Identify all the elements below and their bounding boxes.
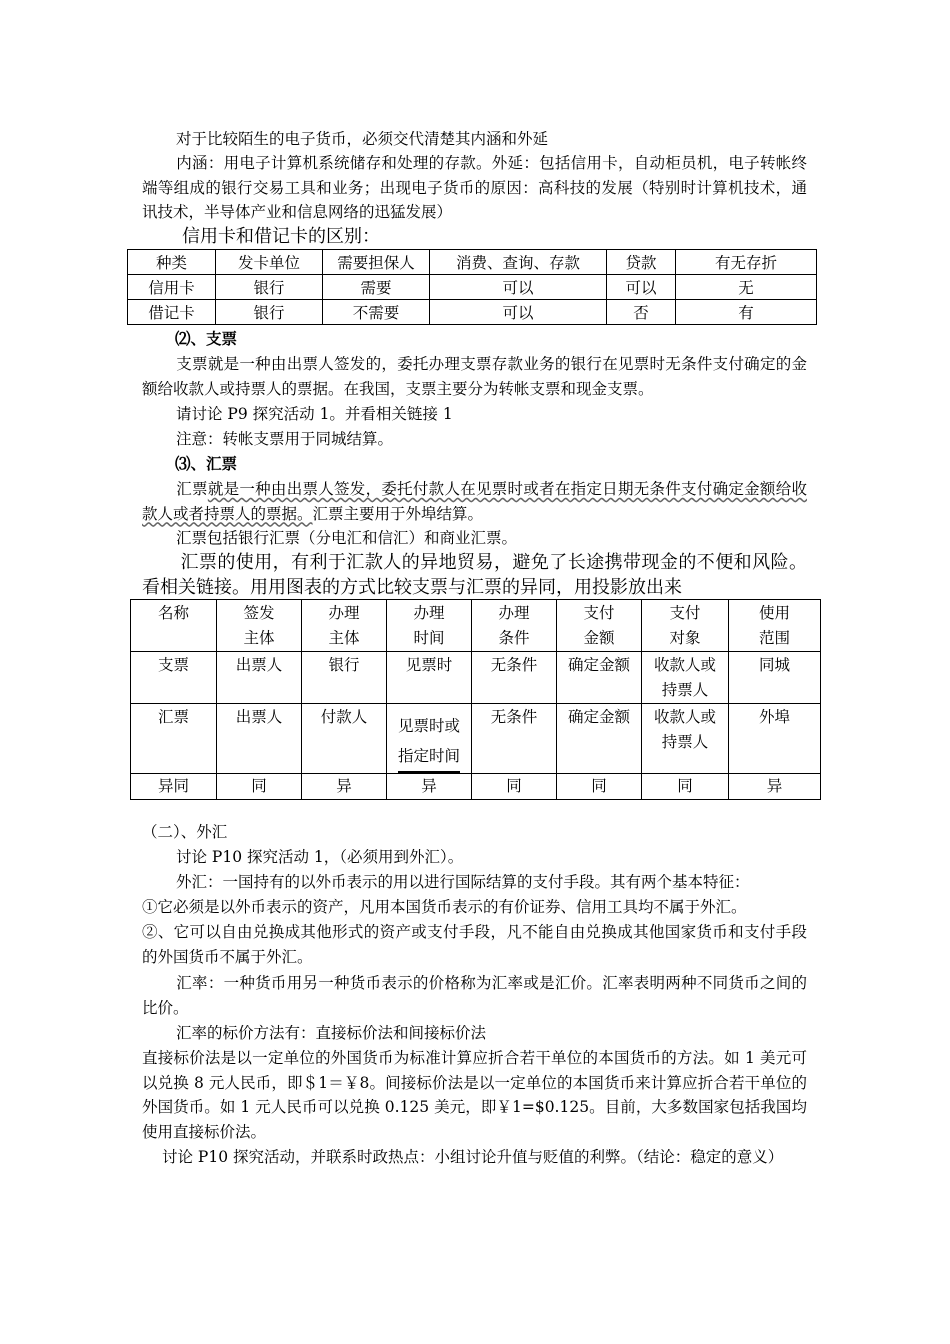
table-cell: 有 [676,300,817,325]
para-forex-feature-1: ①它必须是以外币表示的资产，凡用本国货币表示的有价证券、信用工具均不属于外汇。 [142,898,747,916]
table-cell: 办理 时间 [387,600,472,652]
table-cell: 有无存折 [676,250,817,275]
para-discussion-p9: 请讨论 P9 探究活动 1。并看相关链接 1 [176,405,453,423]
table-cell: 否 [607,300,676,325]
table-cell: 需要担保人 [323,250,430,275]
table-cell: 支付 金额 [557,600,642,652]
table-cell: 名称 [131,600,217,652]
table-cell: 使用 范围 [729,600,821,652]
table-cell: 见票时或 指定时间 [387,704,472,774]
table-cell: 发卡单位 [216,250,323,275]
table-row [131,704,821,774]
card-comparison-table [127,249,817,325]
check-vs-draft-table [130,599,821,800]
table-cell: 异同 [131,774,217,800]
table-cell: 不需要 [323,300,430,325]
table-cell: 银行 [302,652,387,704]
para-e-money-definition: 内涵：用电子计算机系统储存和处理的存款。外延：包括信用卡，自动柜员机，电子转帐终端等组成的银行交易工具和业务；出现电子货币的原因：高科技的发展（特别时计算机技术，通讯技术，半导体产业和信息网络的迅猛发展） [142,154,807,221]
table-cell: 银行 [216,275,323,300]
table-cell: 同 [217,774,302,800]
check-heading: ⑵、支票 [175,329,238,348]
table-cell: 办理 主体 [302,600,387,652]
table-cell: 消费、查询、存款 [430,250,607,275]
table-cell: 异 [387,774,472,800]
table-cell: 同 [642,774,729,800]
table-cell: 确定金额 [557,652,642,704]
table-row [131,652,821,704]
table-cell: 汇票 [131,704,217,774]
table-cell: 付款人 [302,704,387,774]
table-cell: 借记卡 [128,300,216,325]
table-cell: 同 [557,774,642,800]
table-row [128,300,817,325]
table-cell: 需要 [323,275,430,300]
table-cell: 无 [676,275,817,300]
table-cell: 出票人 [217,704,302,774]
para-exchange-rate-definition: 汇率：一种货币用另一种货币表示的价格称为汇率或是汇价。汇率表明两种不同货币之间的比价。 [142,974,807,1017]
card-table-heading: 信用卡和借记卡的区别： [182,226,380,247]
table-cell: 办理 条件 [472,600,557,652]
table-row [131,774,821,800]
para-discussion-appreciation: 讨论 P10 探究活动，并联系时政热点：小组讨论升值与贬值的利弊。（结论：稳定的意义） [162,1148,784,1166]
table-cell: 异 [302,774,387,800]
table-cell: 可以 [430,275,607,300]
draft-heading: ⑶、汇票 [175,454,238,473]
para-draft-types: 汇票包括银行汇票（分电汇和信汇）和商业汇票。 [176,529,518,547]
para-discussion-p10: 讨论 P10 探究活动 1，（必须用到外汇）。 [176,848,464,866]
para-forex-feature-2: ②、它可以自由兑换成其他形式的资产或支付手段，凡不能自由兑换成其他国家货币和支付手段的外国货币不属于外汇。 [142,923,807,966]
table-cell: 收款人或 持票人 [642,652,729,704]
forex-heading: （二）、外汇 [142,823,228,841]
table-cell: 外埠 [729,704,821,774]
table-cell: 异 [729,774,821,800]
table-cell: 同城 [729,652,821,704]
para-draft-usage: 汇票的使用，有利于汇款人的异地贸易，避免了长途携带现金的不便和风险。看相关链接。用用图表的方式比较支票与汇票的异同，用投影放出来 [142,552,807,598]
table-cell: 收款人或 持票人 [642,704,729,774]
table-header-row [128,250,817,275]
table-row [128,275,817,300]
para-direct-quotation: 直接标价法是以一定单位的外国货币为标准计算应折合若干单位的本国货币的方法。如 1 美元可以兑换 8 元人民币，即＄1＝￥8。间接标价法是以一定单位的本国货币来计算应折合若干单位的外国货币。如 1 元人民币可以兑换 0.125 美元，即￥1=$0.125。目前，大多数国家包括我国均使用直接标价法。 [142,1049,807,1141]
table-cell: 签发 主体 [217,600,302,652]
table-cell: 出票人 [217,652,302,704]
table-cell: 确定金额 [557,704,642,774]
table-cell: 银行 [216,300,323,325]
para-draft-definition: 汇票就是一种由出票人签发，委托付款人在见票时或者在指定日期无条件支付确定金额给收款人或者持票人的票据。汇票主要用于外埠结算。 [142,480,807,523]
table-cell: 见票时 [387,652,472,704]
table-cell: 支付 对象 [642,600,729,652]
table-cell: 可以 [430,300,607,325]
table-cell: 可以 [607,275,676,300]
table-cell: 支票 [131,652,217,704]
table-cell: 贷款 [607,250,676,275]
table-cell: 无条件 [472,652,557,704]
para-e-money-intro: 对于比较陌生的电子货币，必须交代清楚其内涵和外延 [176,130,549,148]
table-cell: 信用卡 [128,275,216,300]
table-cell: 种类 [128,250,216,275]
para-check-definition: 支票就是一种由出票人签发的，委托办理支票存款业务的银行在见票时无条件支付确定的金额给收款人或持票人的票据。在我国，支票主要分为转帐支票和现金支票。 [142,355,807,398]
table-cell: 无条件 [472,704,557,774]
table-header-row [131,600,821,652]
para-forex-definition: 外汇：一国持有的以外币表示的用以进行国际结算的支付手段。其有两个基本特征： [176,873,750,891]
table-cell: 同 [472,774,557,800]
para-note: 注意：转帐支票用于同城结算。 [176,430,394,448]
para-quotation-methods: 汇率的标价方法有：直接标价法和间接标价法 [176,1024,487,1042]
